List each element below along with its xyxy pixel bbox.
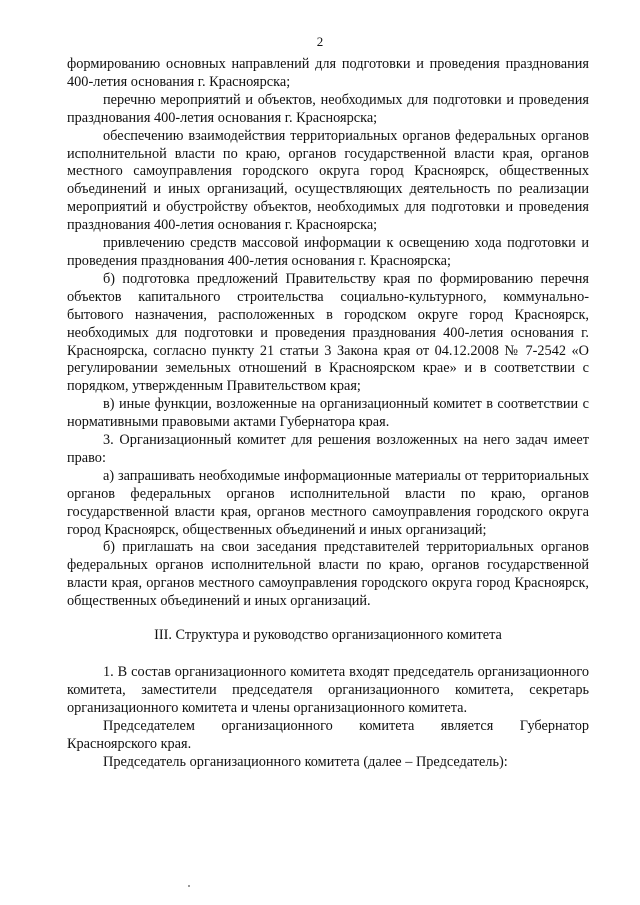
paragraph-other-functions: в) иные функции, возложенные на организационный комитет в соответствии с нормативными правовыми актами Губернатора края. <box>67 396 589 431</box>
paragraph-media: привлечению средств массовой информации к освещению хода подготовки и проведения празднования 400-летия основания г. Красноярска; <box>67 235 589 269</box>
page-number: 2 <box>316 34 324 49</box>
paragraph-invite-representatives: б) приглашать на свои заседания представителей территориальных органов федеральных органов исполнительной власти по краю, органов государственной власти края, органов местного самоуправления городского округа город Красноярск, общественных объединений и иных организаций. <box>67 539 589 610</box>
paragraph-goal-directions: формированию основных направлений для подготовки и проведения празднования 400-летия основания г. Красноярска; <box>67 56 589 90</box>
paragraph-rights-intro: 3. Организационный комитет для решения возложенных на него задач имеет право: <box>67 432 589 466</box>
scan-speck <box>188 885 190 887</box>
paragraph-proposals: б) подготовка предложений Правительству края по формированию перечня объектов капитального строительства социально-культурного, коммунально-бытового назначения, расположенных в городском округе город Красноярск, необходимых для подготовки и проведения празднования 400-летия основания г. Красноярска, согласно пункту 21 статьи 3 Закона края от 04.12.2008 № 7-2542 «О регулировании земельных отношений в Красноярском крае» и в соответствии с порядком, утвержденным Правительством края; <box>67 270 589 395</box>
section-heading: III. Структура и руководство организационного комитета <box>154 627 502 644</box>
paragraph-interaction: обеспечению взаимодействия территориальных органов федеральных органов исполнительной власти по краю, органов государственной власти края, органов местного самоуправления городского округа город Красноярск, общественных объединений и иных организаций, осуществляющих деятельность по реализации мероприятий и обустройству объектов, необходимых для подготовки и проведения празднования 400-летия основания г. Красноярска; <box>67 127 589 234</box>
paragraph-request-materials: а) запрашивать необходимые информационные материалы от территориальных органов федеральных органов исполнительной власти по краю, органов государственной власти края, органов местного самоуправления городского округа город Красноярск, общественных объединений и иных организаций; <box>67 467 589 538</box>
paragraph-events-list: перечню мероприятий и объектов, необходимых для подготовки и проведения празднования 400-летия основания г. Красноярска; <box>67 91 589 126</box>
paragraph-composition: 1. В состав организационного комитета входят председатель организационного комитета, заместители председателя организационного комитета, секретарь организационного комитета и члены организационного комитета. <box>67 664 589 716</box>
paragraph-chairman: Председателем организационного комитета является Губернатор Красноярского края. <box>67 717 589 752</box>
paragraph-chairman-duties: Председатель организационного комитета (далее – Председатель): <box>103 753 508 770</box>
document-body <box>67 56 589 771</box>
